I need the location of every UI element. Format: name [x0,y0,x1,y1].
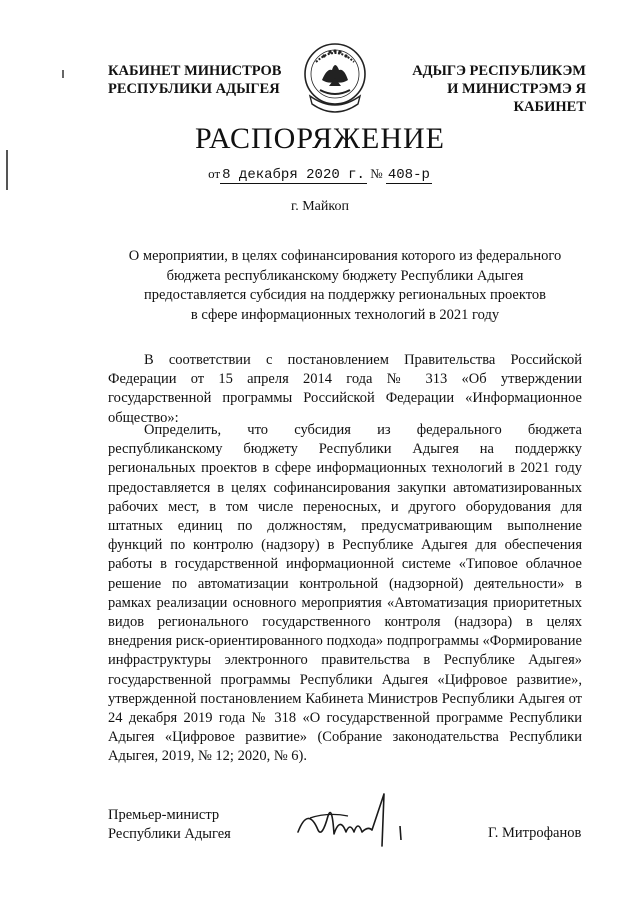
date-prefix: от [208,166,221,181]
subject-line: О мероприятии, в целях софинансирования которого из федерального [128,248,562,264]
date-number-line [0,166,640,183]
issuer-russian-line1: КАБИНЕТ МИНИСТРОВ [108,63,282,79]
issuer-adyghe [376,62,586,116]
subject-line: в сфере информационных технологий в 2021 году [190,306,500,323]
subject-line: бюджета республиканскому бюджету Республики Адыгея [166,267,524,284]
handwritten-signature-icon [288,786,416,856]
coat-of-arms-icon [302,40,368,118]
document-date: 8 декабря 2020 г. [222,167,365,183]
paragraph-text: В соответствии с постановлением Правительства Российской Федерации от 15 апреля 2014 года № 313 «Об утверждении государственной программы Российской Федерации «Информационное общество»: [108,352,582,426]
document-title: РАСПОРЯЖЕНИЕ [194,122,446,155]
scan-margin-mark [62,70,64,78]
issuer-russian-line2: РЕСПУБЛИКИ АДЫГЕЯ [108,81,280,97]
body-paragraph-basis [108,351,582,428]
number-prefix: № [370,166,383,181]
signatory-title [108,806,231,844]
signatory-title-line2: Республики Адыгея [108,826,231,842]
signatory-name: Г. Митрофанов [488,825,582,841]
body-paragraph-decision [108,421,582,767]
paragraph-text: Определить, что субсидия из федерального бюджета республиканскому бюджету Республики Адыгея на поддержку региональных проектов в сфере информационных технологий в 2021 году предоставляется в целях софинансирования закупки автоматизированных рабочих мест, в том числе переносных, и другого оборудования для штатных единиц по должностям, предусматривающим выполнение функций по контролю (надзору) в Республике Адыгея для обеспечения работы в государственной информационной системе «Типовое облачное решение по автоматизации контрольной (надзорной) деятельности» в рамках реализации основного мероприятия «Автоматизация приоритетных видов регионального государственного контроля (надзора) в целях внедрения риск-ориентированного подхода» подпрограммы «Формирование инфраструктуры электронного правительства в Республике Адыгея» государственной программы Республики Адыгея «Цифровое развитие», утвержденной постановлением Кабинета Министров Республики Адыгея от 24 декабря 2019 года № 318 «О государственной программе Республики Адыгея «Цифровое развитие» (Собрание законодательства Республики Адыгея, 2019, № 12; 2020, № 6). [108,422,582,765]
document-subject [110,247,580,325]
subject-line: предоставляется субсидия на поддержку региональных проектов [144,287,546,303]
issuer-russian [108,62,298,98]
issuer-adyghe-line1: АДЫГЭ РЕСПУБЛИКЭМ [412,63,586,79]
document-number: 408-р [387,167,430,183]
signatory-title-line1: Премьер-министр [108,807,220,823]
issue-city: г. Майкоп [291,199,349,214]
issuer-adyghe-line2: И МИНИСТРЭМЭ Я КАБИНЕТ [447,81,586,115]
